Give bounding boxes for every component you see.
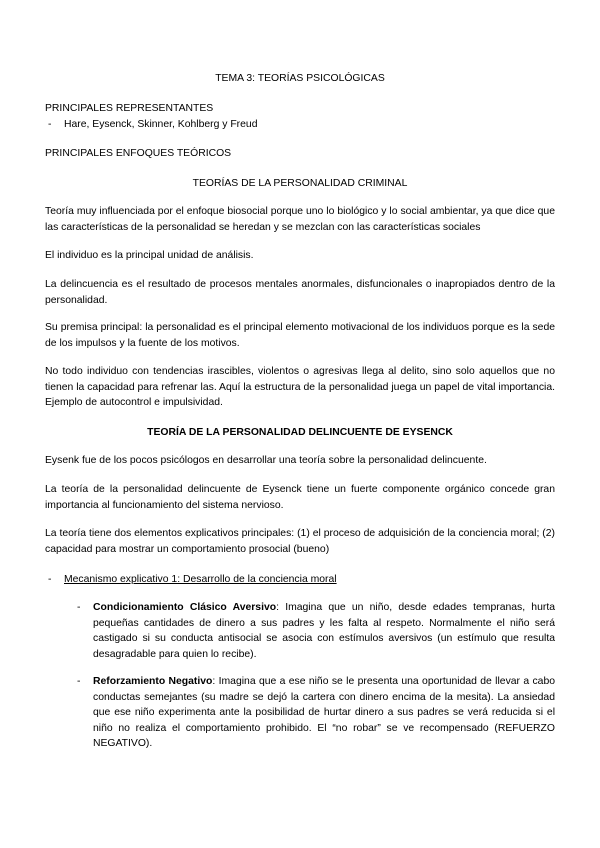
paragraph-7: La teoría de la personalidad delincuente de Eysenck tiene un fuerte componente orgánico concede gran importancia al funcionamiento del sistema nervioso. — [45, 484, 555, 511]
bullet-dash: - — [48, 574, 52, 585]
section-title-eysenck: TEORÍA DE LA PERSONALIDAD DELINCUENTE DE EYSENCK — [147, 427, 453, 438]
list-item-reforzamiento — [93, 674, 555, 752]
paragraph-1: Teoría muy influenciada por el enfoque biosocial porque uno lo biológico y lo social ambientar, ya que dice que las características de la personalidad se heredan y se mezclan con las características sociales — [45, 206, 555, 233]
item-term: Condicionamiento Clásico Aversivo — [93, 602, 277, 613]
item-text: : Imagina que a ese niño se le presenta una oportunidad de llevar a cabo conductas semejantes (su madre se dejó la cartera con dinero encima de la mesita). La ansiedad que ese niño experimenta ante la posibilidad de hurtar dinero a sus padres se verá reducida si el niño no realiza el comportamiento prohibido. El “no robar” se ve recompensado (REFUERZO NEGATIVO). — [93, 676, 556, 749]
paragraph-2: El individuo es la principal unidad de análisis. — [45, 250, 254, 261]
item-term: Reforzamiento Negativo — [93, 676, 213, 687]
bullet-dash: - — [77, 676, 81, 687]
section-title-personalidad-criminal: TEORÍAS DE LA PERSONALIDAD CRIMINAL — [192, 178, 408, 189]
paragraph-6: Eysenk fue de los pocos psicólogos en desarrollar una teoría sobre la personalidad delincuente. — [45, 455, 487, 466]
paragraph-4: Su premisa principal: la personalidad es el principal elemento motivacional de los individuos porque es la sede de los impulsos y la fuente de los motivos. — [45, 322, 555, 349]
bullet-dash: - — [77, 602, 81, 613]
paragraph-3: La delincuencia es el resultado de procesos mentales anormales, disfuncionales o inapropiados dentro de la personalidad. — [45, 279, 555, 306]
representatives-heading: PRINCIPALES REPRESENTANTES — [45, 103, 214, 114]
paragraph-8: La teoría tiene dos elementos explicativos principales: (1) el proceso de adquisición de la conciencia moral; (2) capacidad para mostrar un comportamiento prosocial (bueno) — [45, 528, 555, 555]
approaches-heading: PRINCIPALES ENFOQUES TEÓRICOS — [45, 148, 232, 159]
item-text: : Imagina que un niño, desde edades tempranas, hurta pequeñas cantidades de dinero a sus padres y les falta al respeto. Normalmente el niño será castigado si su conducta antisocial se asocia con estímulos aversivos (un estímulo que resulta desagradable para quien lo recibe). — [93, 602, 555, 660]
representatives-list: Hare, Eysenck, Skinner, Kohlberg y Freud — [64, 119, 258, 130]
list-item-condicionamiento — [93, 600, 555, 662]
document-title: TEMA 3: TEORÍAS PSICOLÓGICAS — [215, 73, 385, 84]
paragraph-5: No todo individuo con tendencias irascibles, violentos o agresivas llega al delito, sino solo aquellos que no tienen la capacidad para refrenar las. Aquí la estructura de la personalidad juega un papel de vital importancia. Ejemplo de autocontrol e impulsividad. — [45, 366, 555, 408]
mechanism-1-heading: Mecanismo explicativo 1: Desarrollo de la conciencia moral — [64, 574, 337, 585]
bullet-dash: - — [48, 119, 52, 130]
